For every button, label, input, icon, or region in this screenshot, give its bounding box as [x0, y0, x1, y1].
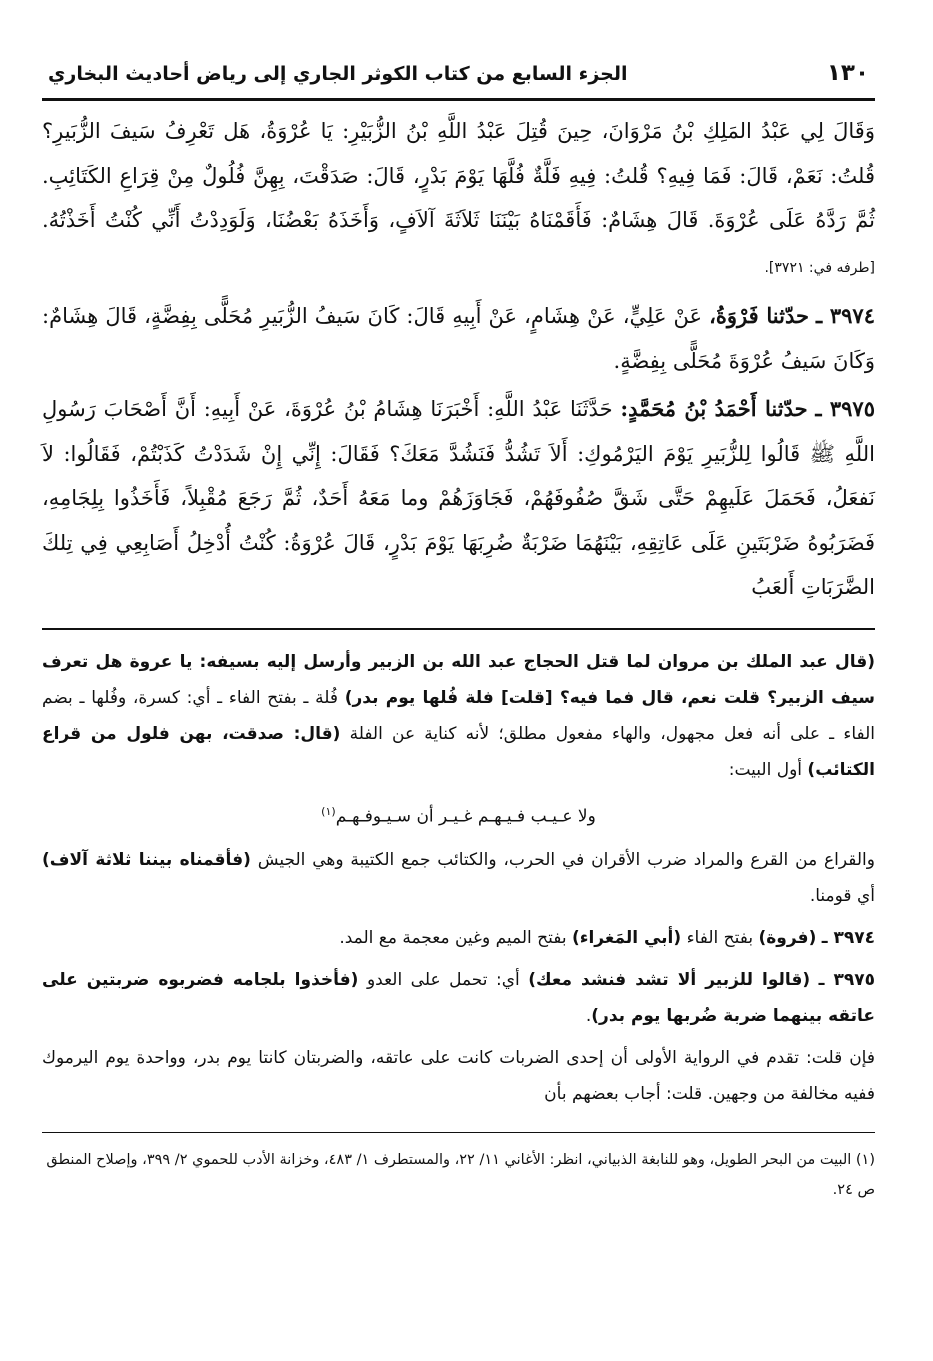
commentary-text: والقراع من القرع والمراد ضرب الأقران في الحرب، والكتائب جمع الكتيبة وهي الجيش: [257, 850, 875, 871]
hadith-continuation: وَقَالَ لِي عَبْدُ المَلِكِ بْنُ مَرْوَانَ، حِينَ قُتِلَ عَبْدُ اللَّهِ بْنُ الزُّبَيْرِ: يَا عُرْوَةُ، هَل تَعْرِفُ سَيفَ الزُّبَيرِ؟ قُلتُ: نَعَمْ، قَالَ: فَمَا فِيهِ؟ قُلتُ: فِيهِ فَلَّةٌ فُلَّهَا يَوْمَ بَدْرٍ، قَالَ: صَدَقْتَ، بِهِنَّ فُلُولٌ مِنْ قِرَاعِ الكَتَائِبِ. ثُمَّ رَدَّهُ عَلَى عُرْوَةَ. قَالَ هِشَامٌ: فَأَقَمْنَاهُ بَيْنَنَا ثَلاَثَةَ آلاَفٍ، وَأَخَذَهُ بَعْضُنَا، وَلَوَدِدْتُ أَنِّي كُنْتُ أَخَذْتُهُ.: [42, 119, 875, 232]
commentary-text: فُلة ـ بفتح الفاء ـ أي: كسرة، وفُلها ـ بضم الفاء ـ على أنه فعل مجهول، والهاء مفعول مطلق؛ لأنه كناية عن الفلة: [42, 687, 875, 744]
quoted-text: (قال عبد الملك بن مروان لما قتل الحجاج عبد الله بن الزبير وأرسل إليه بسيفه: يا عروة هل تعرف سيف الزبير؟ قلت نعم، قال فما فيه؟ [قلت] فلة فُلها يوم بدر): [42, 651, 875, 708]
footnote-marker: (١): [321, 804, 336, 818]
hadith-3974: [42, 294, 875, 383]
book-title: الجزء السابع من كتاب الكوثر الجاري إلى رياض أحاديث البخاري: [48, 63, 628, 85]
quoted-text: (فأخذوا بلجامه فضربوه ضربتين على عاتقه بينهما ضربة ضُربها يوم بدر): [42, 970, 875, 1027]
poetry-verse: [42, 794, 875, 835]
commentary-note-3974: [42, 920, 875, 956]
footnote: [42, 1145, 875, 1205]
quoted-text: (قالوا للزبير ألا تشد فنشد معك): [528, 970, 811, 991]
hadith-body: حَدَّثَنَا عَبْدُ اللَّهِ: أَخْبَرَنَا هِشَامُ بْنُ عُرْوَةَ، عَنْ أَبِيهِ: أَنَّ أَصْحَابَ رَسُولِ اللَّهِ ﷺ قَالُوا لِلزُّبَيرِ يَوْمَ اليَرْمُوكِ: أَلاَ تَشُدُّ فَنَشُدَّ مَعَكَ؟ فَقَالَ: إِنِّي إِنْ شَدَدْتُ كَذَبْتُمْ، فَقَالُوا: لاَ نَفعَلُ، فَحَمَلَ عَلَيهِمْ حَتَّى شَقَّ صُفُوفَهُمْ، فَجَاوَزَهُمْ وما مَعَهُ أَحَدٌ، ثُمَّ رَجَعَ مُقْبِلاً، فَأَخَذُوا بِلِجَامِهِ، فَضَرَبُوهُ ضَرْبَتَينِ عَلَى عَاتِقِهِ، بَيْنَهُمَا ضَرْبَةٌ ضُرِبَهَا يَوْمَ بَدْرٍ، قَالَ عُرْوَةُ: كُنْتُ أُدْخِلُ أَصَابِعِي فِي تِلكَ الضَّرَبَاتِ أَلعَبُ: [42, 397, 875, 599]
footnote-text: (١) البيت من البحر الطويل، وهو للنابغة الذبياني، انظر: الأغاني ١١/ ٢٢، والمستطرف ١/ ٤٨٣، وخزانة الأدب للحموي ٢/ ٣٩٩، وإصلاح المنطق ص ٢٤.: [46, 1152, 875, 1199]
quoted-text: (أبي المَغراء): [571, 928, 682, 949]
commentary-text: بفتح الميم وغين معجمة مع المد.: [339, 928, 567, 949]
commentary: [42, 644, 875, 1113]
commentary-divider: [42, 628, 875, 630]
page-number: ١٣٠: [826, 60, 869, 86]
commentary-note-3975: [42, 962, 875, 1034]
hadith-isnad-start: حدّثنا أَحْمَدُ بْنُ مُحَمَّدٍ:: [620, 396, 808, 421]
hadith-3975: [42, 387, 875, 610]
hadith-number: ٣٩٧٤ ـ: [816, 303, 875, 328]
commentary-text: أي: تحمل على العدو: [366, 970, 520, 991]
quoted-text: (فروة): [758, 928, 817, 949]
commentary-text: فإن قلت: تقدم في الرواية الأولى أن إحدى الضربات كانت على عاتقه، والضربتان كانتا يوم بدر، وواحدة يوم اليرموك ففيه مخالفة من وجهين. قلت: أجاب بعضهم بأن: [42, 1048, 875, 1105]
commentary-text: أول البيت:: [728, 759, 803, 780]
footnote-divider: [42, 1132, 875, 1133]
hadith-body: عَنْ عَلِيٍّ، عَنْ هِشَامٍ، عَنْ أَبِيهِ قَالَ: كَانَ سَيفُ الزُّبَيرِ مُحَلًّى بِفِضَّةٍ، قَالَ هِشَامٌ: وَكَانَ سَيفُ عُرْوَةَ مُحَلًّى بِفِضَّةٍ.: [42, 304, 875, 373]
hadith-paragraph: [42, 109, 875, 290]
commentary-text: .: [585, 1006, 592, 1027]
commentary-text: أي قومنا.: [809, 886, 875, 907]
note-number: ٣٩٧٥ ـ: [818, 970, 875, 991]
note-number: ٣٩٧٤ ـ: [821, 928, 875, 949]
hadith-number: ٣٩٧٥ ـ: [815, 396, 875, 421]
verse-text: ولا عـيـب فـيـهـم غـيـر أن سـيـوفـهـم: [335, 806, 596, 827]
commentary-paragraph: [42, 842, 875, 914]
running-header: [42, 60, 875, 101]
commentary-paragraph: [42, 644, 875, 788]
hadith-isnad-start: حدّثنا فَرْوَةُ،: [709, 303, 809, 328]
commentary-paragraph: [42, 1040, 875, 1112]
hadith-cross-reference: [طرفه في: ٣٧٢١].: [764, 259, 875, 276]
hadith-text: [42, 109, 875, 610]
commentary-text: بفتح الفاء: [686, 928, 754, 949]
quoted-text: (فأقمناه بيننا ثلاثة آلاف): [42, 850, 251, 871]
quoted-text: (قال: صدقت، بهن فلول من قراع الكتائب): [42, 723, 875, 780]
